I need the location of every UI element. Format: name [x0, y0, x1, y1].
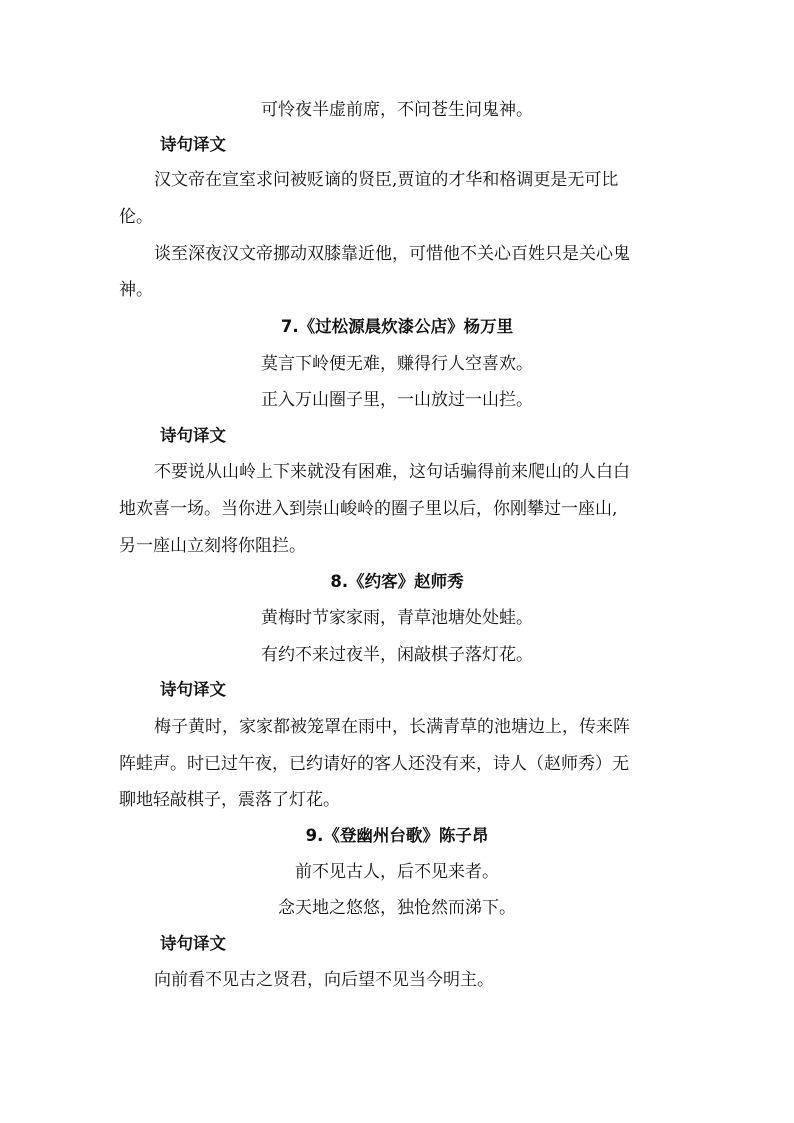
poem-title: 8.《约客》赵师秀: [330, 572, 464, 591]
translation-text: 另一座山立刻将你阻拦。: [119, 536, 306, 556]
translation-text: 向前看不见古之贤君，向后望不见当今明主。: [154, 970, 494, 990]
section-heading: 诗句译文: [160, 680, 226, 699]
translation-text: 神。: [119, 280, 153, 300]
translation-text: 谈至深夜汉文帝挪动双膝靠近他，可惜他不关心百姓只是关心鬼: [154, 244, 630, 264]
translation-text: 不要说从山岭上下来就没有困难，这句话骗得前来爬山的人白白: [154, 462, 630, 482]
poem-line: 可怜夜半虚前席，不问苍生问鬼神。: [261, 100, 533, 120]
translation-text: 汉文帝在宣室求问被贬谪的贤臣,贾谊的才华和格调更是无可比: [154, 170, 619, 190]
section-heading: 诗句译文: [160, 426, 226, 445]
translation-text: 阵蛙声。时已过午夜，已约请好的客人还没有来，诗人（赵师秀）无: [119, 754, 629, 774]
poem-line: 黄梅时节家家雨，青草池塘处处蛙。: [261, 608, 533, 628]
poem-line: 念天地之悠悠，独怆然而涕下。: [278, 898, 516, 918]
section-heading: 诗句译文: [160, 934, 226, 953]
translation-text: 伦。: [119, 207, 153, 227]
poem-line: 莫言下岭便无难，赚得行人空喜欢。: [261, 354, 533, 374]
translation-text: 聊地轻敲棋子，震落了灯花。: [119, 790, 340, 810]
poem-title: 7.《过松源晨炊漆公店》杨万里: [280, 317, 514, 336]
translation-text: 地欢喜一场。当你进入到崇山峻岭的圈子里以后，你刚攀过一座山,: [119, 499, 618, 519]
poem-line: 正入万山圈子里，一山放过一山拦。: [261, 390, 533, 410]
poem-line: 有约不来过夜半，闲敲棋子落灯花。: [261, 645, 533, 665]
poem-line: 前不见古人，后不见来者。: [295, 862, 499, 882]
translation-text: 梅子黄时，家家都被笼罩在雨中，长满青草的池塘边上，传来阵: [154, 717, 630, 737]
poem-title: 9.《登幽州台歌》陈子昂: [305, 826, 489, 845]
section-heading: 诗句译文: [160, 135, 226, 154]
